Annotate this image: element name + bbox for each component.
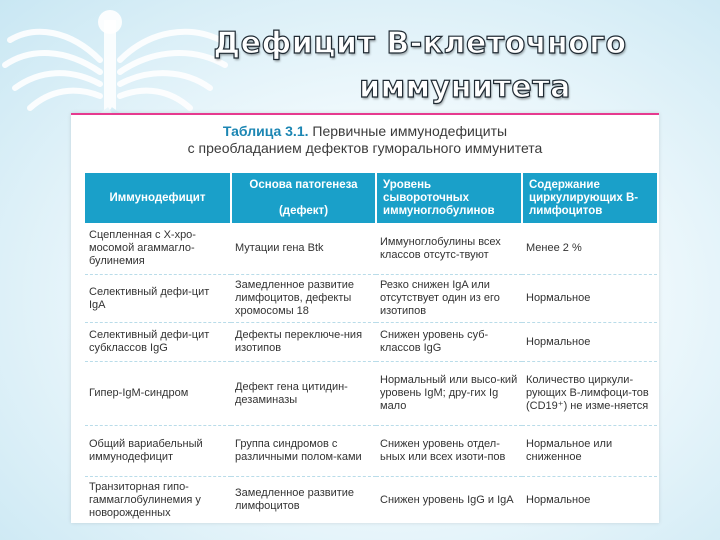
slide-title [180,22,660,110]
cell-defect: Мутации гена Btk [231,223,376,275]
cell-b-cells: Количество циркули-рующих В-лимфоци-тов (CD19⁺) не изме-няется [522,362,657,426]
table-row [85,477,657,524]
immunodeficiency-table [85,173,657,523]
cell-b-cells: Менее 2 % [522,223,657,275]
table-row [85,362,657,426]
cell-defect: Замедленное развитие лимфоцитов [235,487,355,512]
header-pathogenesis [231,173,376,223]
table-header-row [85,173,657,223]
cell-disease: Селективный дефи-цит субклассов IgG [85,323,231,362]
cell-ig-level: Снижен уровень IgG и IgA [380,493,514,506]
cell-b-cells: Нормальное [522,275,657,323]
cell-disease: Селективный дефи-цит IgA [85,275,231,323]
cell-defect: Группа синдромов с различными полом-ками [231,426,376,477]
cell-disease: Гипер-IgM-синдром [85,362,231,426]
cell-ig-level: Резко снижен IgA или отсутствует один из его изотипов [376,275,522,323]
header-immunodeficiency: Иммунодефицит [85,173,231,223]
table-row [85,223,657,275]
cell-disease: Транзиторная гипо-гаммаглобулинемия у новорожденных [89,480,201,519]
slide-title-line2: иммунитета [359,70,571,105]
cell-defect: Дефект гена цитидин-дезаминазы [231,362,376,426]
table-row [85,275,657,323]
slide-title-line1: Дефицит В-клеточного [213,26,627,61]
table-row [85,426,657,477]
cell-ig-level: Иммуноглобулины всех классов отсутс-твуют [376,223,522,275]
header-pathogenesis-line2: (дефект) [278,204,329,217]
cell-defect: Дефекты переключе-ния изотипов [231,323,376,362]
table-caption [71,123,659,157]
cell-defect: Замедленное развитие лимфоцитов, дефекты хромосомы 18 [231,275,376,323]
cell-ig-level: Нормальный или высо-кий уровень IgM; дру-гих Ig мало [376,362,522,426]
cell-b-cells: Нормальное или сниженное [522,426,657,477]
table-caption-text-line1: Первичные иммунодефициты [312,123,508,139]
cell-ig-level: Снижен уровень отдел-ьных или всех изоти-пов [376,426,522,477]
cell-ig-level: Снижен уровень суб-классов IgG [376,323,522,362]
table-row [85,323,657,362]
header-pathogenesis-line1: Основа патогенеза [249,178,358,191]
cell-disease: Сцепленная с Х-хро-мосомой агаммагло-булинемия [85,223,231,275]
header-immunoglobulins: Уровень сывороточных иммуноглобулинов [376,173,522,223]
cell-b-cells: Нормальное [522,323,657,362]
table-card [71,113,659,523]
table-caption-label: Таблица 3.1. [222,123,309,139]
header-b-lymphocytes: Содержание циркулирующих В-лимфоцитов [522,173,657,223]
cell-disease: Общий вариабельный иммунодефицит [85,426,231,477]
cell-b-cells: Нормальное [526,493,591,506]
table-caption-text-line2: с преобладанием дефектов гуморального иммунитета [187,140,543,156]
